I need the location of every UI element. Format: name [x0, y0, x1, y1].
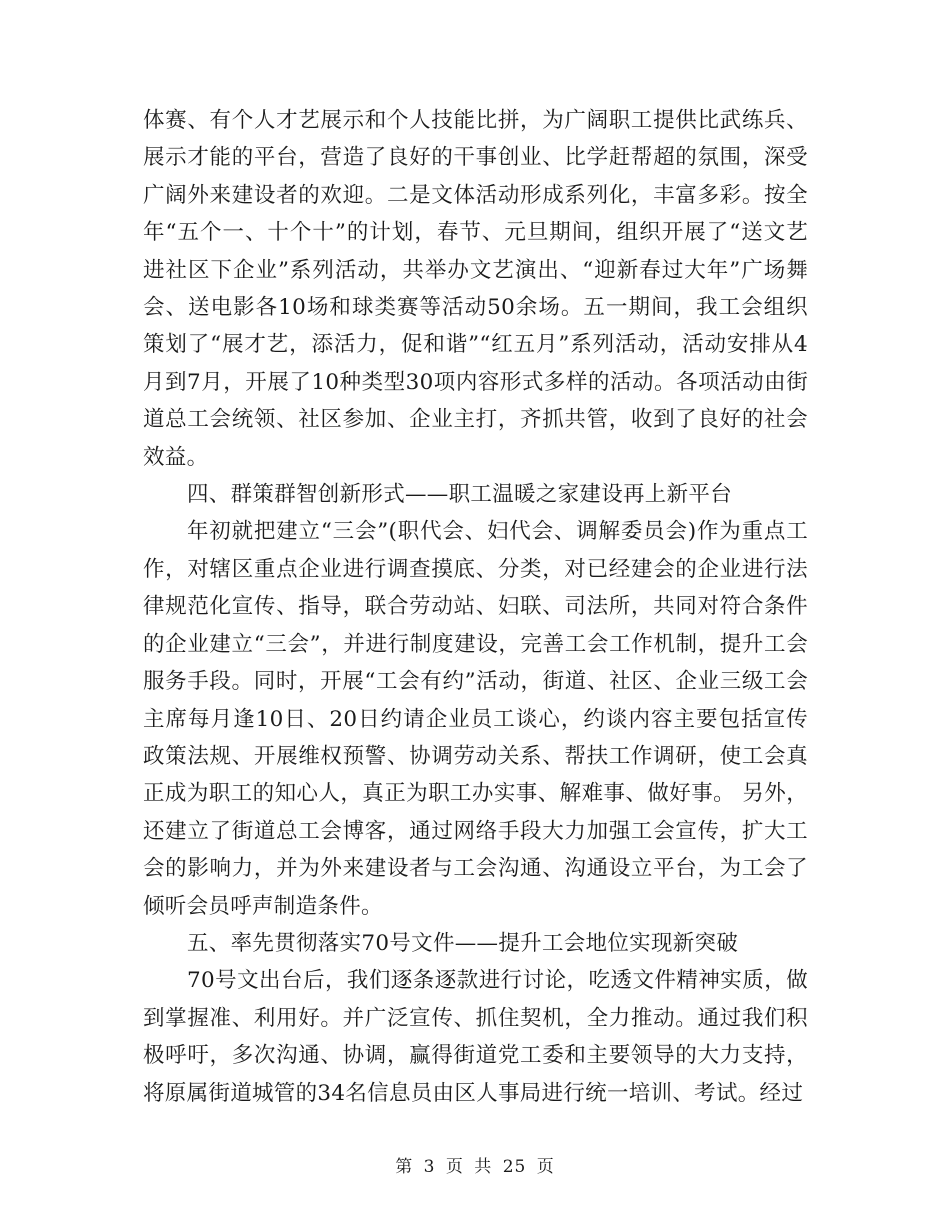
- section-heading-four: 四、群策群智创新形式——职工温暖之家建设再上新平台: [187, 482, 733, 508]
- paragraph-continuation: 体赛、有个人才艺展示和个人技能比拼，为广阔职工提供比武练兵、展示才能的平台，营造了良好的干事创业、比学赶帮超的氛围，深受广阔外来建设者的欢迎。二是文体活动形成系列化，丰富多彩。按全年“五个一、十个十”的计划，春节、元旦期间，组织开展了“送文艺进社区下企业”系列活动，共举办文艺演出、“迎新春过大年”广场舞会、送电影各10场和球类赛等活动50余场。五一期间，我工会组织策划了“展才艺，添活力，促和谐”“红五月”系列活动，活动安排从4月到7月，开展了10种类型30项内容形式多样的活动。各项活动由街道总工会统领、社区参加、企业主打，齐抓共管，收到了良好的社会效益。: [143, 108, 808, 470]
- page-footer: 第 3 页 共 25 页: [395, 1157, 555, 1177]
- paragraph-section-four: 年初就把建立“三会”(职代会、妇代会、调解委员会)作为重点工作，对辖区重点企业进行调查摸底、分类，对已经建会的企业进行法律规范化宣传、指导，联合劳动站、妇联、司法所，共同对符合条件的企业建立“三会”，并进行制度建设，完善工会工作机制，提升工会服务手段。同时，开展“工会有约”活动，街道、社区、企业三级工会主席每月逢10日、20日约请企业员工谈心，约谈内容主要包括宣传政策法规、开展维权预警、协调劳动关系、帮扶工作调研，使工会真正成为职工的知心人，真正为职工办实事、解难事、做好事。 另外，还建立了街道总工会博客，通过网络手段大力加强工会宣传，扩大工会的影响力，并为外来建设者与工会沟通、沟通设立平台，为工会了倾听会员呼声制造条件。: [143, 519, 808, 919]
- paragraph-section-five: 70号文出台后，我们逐条逐款进行讨论，吃透文件精神实质，做到掌握准、利用好。并广泛宣传、抓住契机，全力推动。通过我们积极呼吁，多次沟通、协调，赢得街道党工委和主要领导的大力支持，将原属街道城管的34名信息员由区人事局进行统一培训、考试。经过: [143, 968, 808, 1106]
- document-body: [143, 102, 808, 1112]
- section-heading-five: 五、率先贯彻落实70号文件——提升工会地位实现新突破: [187, 930, 739, 956]
